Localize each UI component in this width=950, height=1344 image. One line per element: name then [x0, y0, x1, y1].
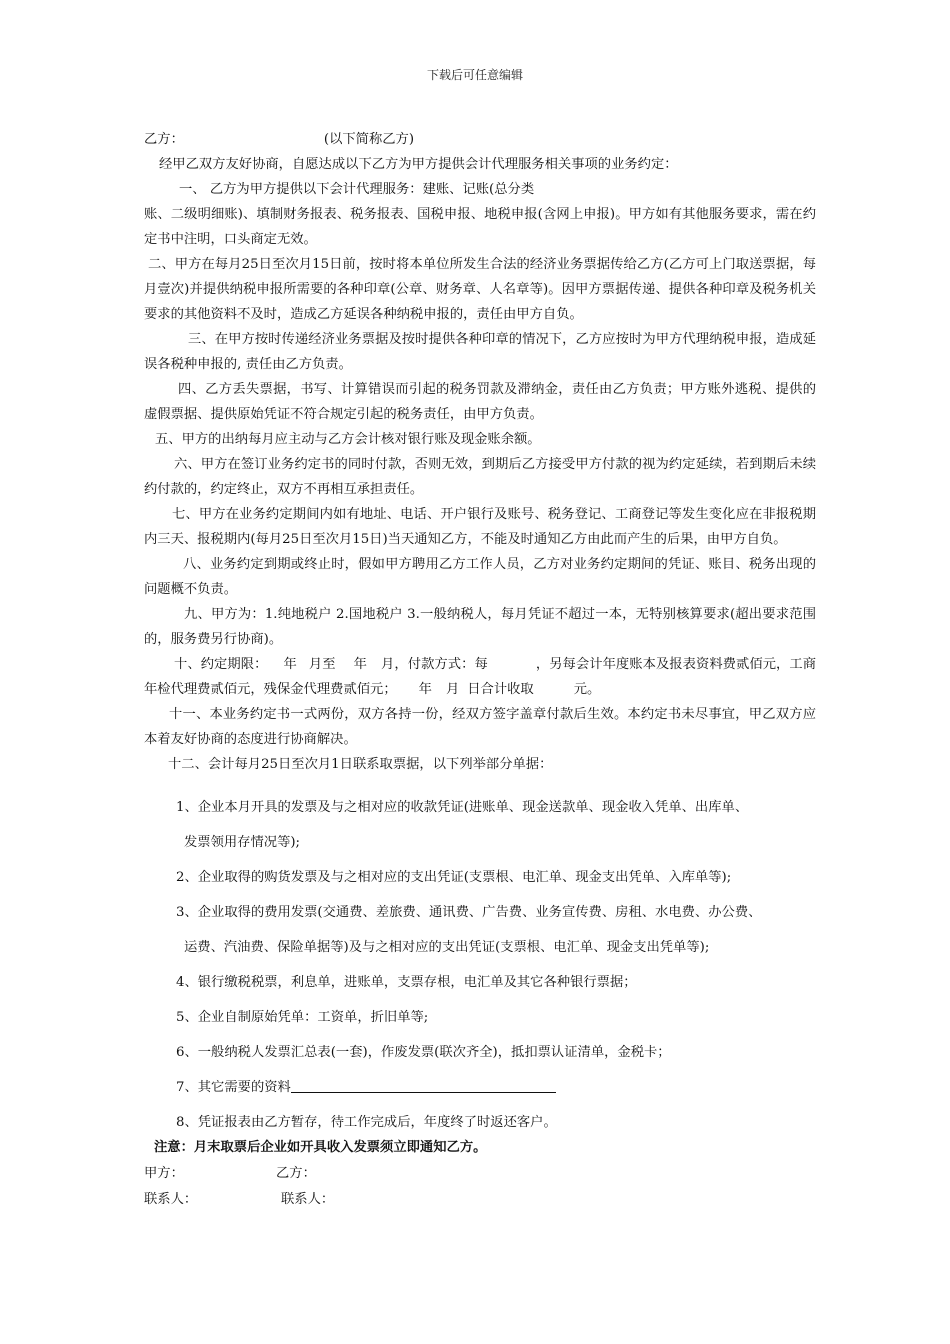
- clause-11: 十一、本业务约定书一式两份，双方各持一份，经双方签字盖章付款后生效。本约定书未尽事宜，甲乙双方应本着友好协商的态度进行协商解决。: [144, 707, 816, 747]
- clause-10-year-end: 年: [353, 657, 367, 672]
- clause-10-unit: 元。: [573, 682, 601, 697]
- list-item-continuation: 发票领用存情况等);: [184, 835, 301, 850]
- contact-party-b: 联系人：: [281, 1192, 335, 1207]
- notice-text: 注意：月末取票后企业如开具收入发票须立即通知乙方。: [154, 1140, 487, 1155]
- party-b-line: [144, 127, 816, 152]
- list-item: 4、银行缴税税票，利息单，进账单，支票存根，电汇单及其它各种银行票据；: [176, 975, 637, 990]
- intro-paragraph: 经甲乙双方友好协商，自愿达成以下乙方为甲方提供会计代理服务相关事项的业务约定：: [159, 157, 678, 172]
- clause-1-continuation: 账、二级明细账)、填制财务报表、税务报表、国税申报、地税申报(含网上申报)。甲方如有其他服务要求，需在约定书中注明，口头商定无效。: [144, 207, 816, 247]
- contact-party-a: 联系人：: [144, 1192, 198, 1207]
- clause-3: 三、在甲方按时传递经济业务票据及按时提供各种印章的情况下，乙方应按时为甲方代理纳税申报，造成延误各税种申报的, 责任由乙方负责。: [144, 332, 816, 372]
- clause-7: 七、甲方在业务约定期间内如有地址、电话、开户银行及账号、税务登记、工商登记等发生变化应在非报税期内三天、报税期内(每月25日至次月15日)当天通知乙方，不能及时通知乙方由此而产生的后果，由甲方自负。: [144, 507, 816, 547]
- page-header: 下载后可任意编辑: [426, 68, 523, 82]
- clause-2: 二、甲方在每月25日至次月15日前，按时将本单位所发生合法的经济业务票据传给乙方(乙方可上门取送票据，每月壹次)并提供纳税申报所需要的各种印章(公章、财务章、人名章等)。因甲方票据传递、提供各种印章及税务机关要求的其他资料不及时，造成乙方延误各种纳税申报的，责任由甲方自负。: [144, 257, 816, 322]
- clause-4: 四、乙方丢失票据，书写、计算错误而引起的税务罚款及滞纳金，责任由乙方负责；甲方账外逃税、提供的虚假票据、提供原始凭证不符合规定引起的税务责任，由甲方负责。: [144, 382, 816, 422]
- list-item: 2、企业取得的购货发票及与之相对应的支出凭证(支票根、电汇单、现金支出凭单、入库单等);: [176, 870, 732, 885]
- list-item: 6、一般纳税人发票汇总表(一套)，作废发票(联次齐全)，抵扣票认证清单，金税卡；: [176, 1045, 671, 1060]
- clause-9: 九、甲方为：1.纯地税户 2.国地税户 3.一般纳税人，每月凭证不超过一本，无特别核算要求(超出要求范围的，服务费另行协商)。: [144, 607, 816, 647]
- clause-10-total-year: 年: [418, 682, 432, 697]
- clause-10-year-start: 年: [283, 657, 297, 672]
- signature-party-a: 甲方：: [144, 1166, 184, 1181]
- signature-party-b: 乙方：: [276, 1166, 316, 1181]
- clause-10-fees: ，另每会计年度账本及报表资料费贰佰元，工商年检代理费贰佰元，残保金代理费贰佰元；: [144, 657, 817, 697]
- clause-10-total-month: 月: [445, 682, 460, 697]
- list-item: [176, 1078, 816, 1113]
- fill-in-underline: [291, 1078, 556, 1093]
- list-item-continuation: 运费、汽油费、保险单据等)及与之相对应的支出凭证(支票根、电汇单、现金支出凭单等);: [184, 940, 710, 955]
- list-item: 3、企业取得的费用发票(交通费、差旅费、通讯费、广告费、业务宣传费、房租、水电费、办公费、: [176, 905, 762, 920]
- contract-body: [144, 127, 816, 777]
- list-item: 8、凭证报表由乙方暂存，待工作完成后，年度终了时返还客户。: [176, 1115, 557, 1130]
- list-item: 1、企业本月开具的发票及与之相对应的收款凭证(进账单、现金送款单、现金收入凭单、出库单、: [176, 800, 749, 815]
- receipt-list: [176, 798, 816, 1148]
- clause-10-label: 十、约定期限：: [174, 657, 268, 672]
- clause-10-total: 日合计收取: [467, 682, 534, 697]
- party-b-note: (以下简称乙方): [323, 132, 415, 147]
- clause-10-month-start: 月至: [308, 657, 336, 672]
- clause-1-first-line: 一、 乙方为甲方提供以下会计代理服务：建账、记账(总分类: [179, 182, 535, 197]
- clause-12: 十二、会计每月25日至次月1日联系取票据，以下列举部分单据：: [168, 757, 553, 772]
- clause-5: 五、甲方的出纳每月应主动与乙方会计核对银行账及现金账余额。: [155, 432, 541, 447]
- other-materials-label: 7、其它需要的资料: [176, 1080, 291, 1095]
- party-b-label: 乙方：: [144, 132, 184, 147]
- list-item: 5、企业自制原始凭单：工资单，折旧单等;: [176, 1010, 429, 1025]
- clause-10-payment: 月，付款方式：每: [380, 657, 488, 672]
- clause-8: 八、业务约定到期或终止时，假如甲方聘用乙方工作人员，乙方对业务约定期间的凭证、账目、税务出现的问题概不负责。: [144, 557, 816, 597]
- clause-6: 六、甲方在签订业务约定书的同时付款，否则无效，到期后乙方接受甲方付款的视为约定延续，若到期后未续约付款的，约定终止，双方不再相互承担责任。: [144, 457, 816, 497]
- clause-10: [144, 652, 816, 702]
